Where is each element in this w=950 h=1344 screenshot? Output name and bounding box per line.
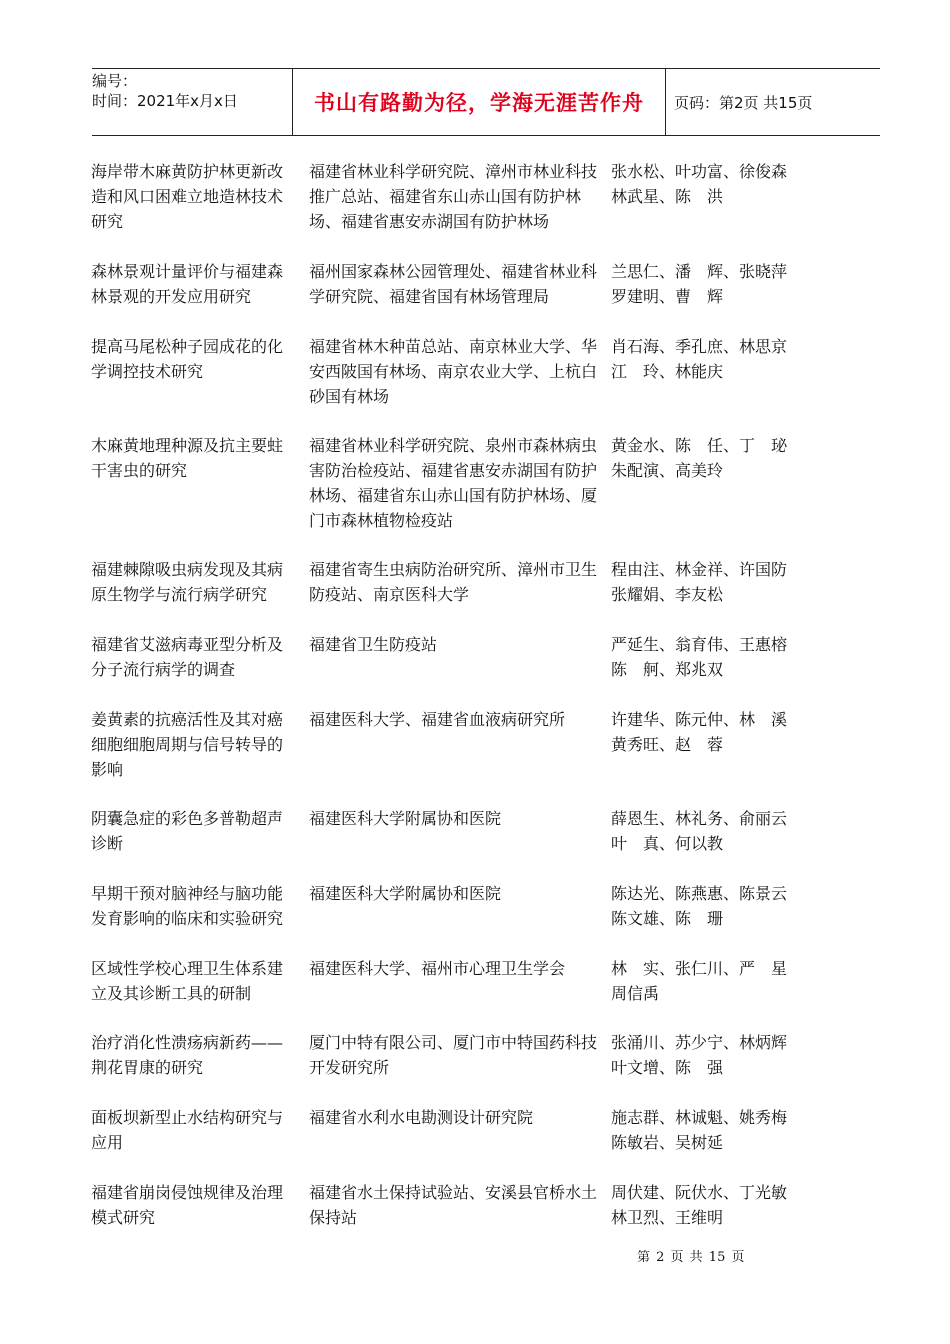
- time-label: 时间：2021年x月x日: [92, 92, 238, 110]
- project-title: 福建省艾滋病毒亚型分析及分子流行病学的调查: [91, 635, 284, 679]
- project-units: 福建省寄生虫病防治研究所、漳州市卫生防疫站、南京医科大学: [309, 560, 598, 604]
- project-people: 肖石海、季孔庶、林思京江 玲、林能庆: [611, 337, 788, 381]
- project-units: 福建省水土保持试验站、安溪县官桥水土保持站: [309, 1183, 598, 1227]
- project-units: 福建医科大学、福建省血液病研究所: [309, 710, 566, 729]
- project-title: 海岸带木麻黄防护林更新改造和风口困难立地造林技术研究: [91, 162, 284, 231]
- header-meta: [92, 69, 292, 137]
- project-units: 福建省卫生防疫站: [309, 635, 438, 654]
- project-people: 黄金水、陈 任、丁 珌朱配演、高美玲: [611, 436, 788, 480]
- project-units: 福建医科大学附属协和医院: [309, 809, 502, 828]
- page-label: 页码：第2页 共15页: [674, 93, 813, 112]
- project-units: 福建省林木种苗总站、南京林业大学、华安西陂国有林场、南京农业大学、上杭白砂国有林场: [309, 337, 598, 406]
- project-units: 厦门中特有限公司、厦门市中特国药科技开发研究所: [309, 1033, 598, 1077]
- project-title: 早期干预对脑神经与脑功能发育影响的临床和实验研究: [91, 884, 284, 928]
- header-motto-cell: [292, 69, 666, 135]
- page-header: [92, 68, 880, 136]
- project-people: 张水松、叶功富、徐俊森林武星、陈 洪: [611, 162, 788, 206]
- project-people: 薛恩生、林礼务、俞丽云叶 真、何以教: [611, 809, 788, 853]
- header-page-cell: [666, 69, 888, 135]
- project-title: 治疗消化性溃疡病新药——荆花胃康的研究: [91, 1033, 284, 1077]
- project-units: 福州国家森林公园管理处、福建省林业科学研究院、福建省国有林场管理局: [309, 262, 598, 306]
- project-units: 福建医科大学附属协和医院: [309, 884, 502, 903]
- project-people: 程由注、林金祥、许国防张耀娟、李友松: [611, 560, 788, 604]
- project-units: 福建省林业科学研究院、泉州市森林病虫害防治检疫站、福建省惠安赤湖国有防护林场、福建省东山赤山国有防护林场、厦门市森林植物检疫站: [309, 436, 598, 530]
- project-title: 提高马尾松种子园成花的化学调控技术研究: [91, 337, 284, 381]
- number-label: 编号：: [92, 72, 138, 90]
- project-units: 福建医科大学、福州市心理卫生学会: [309, 959, 566, 978]
- project-title: 福建棘隙吸虫病发现及其病原生物学与流行病学研究: [91, 560, 284, 604]
- project-people: 严延生、翁育伟、王惠榕陈 舸、郑兆双: [611, 635, 788, 679]
- motto: 书山有路勤为径，学海无涯苦作舟: [314, 91, 644, 115]
- project-people: 张涌川、苏少宁、林炳辉叶文增、陈 强: [611, 1033, 788, 1077]
- project-title: 福建省崩岗侵蚀规律及治理模式研究: [91, 1183, 284, 1227]
- project-people: 陈达光、陈燕惠、陈景云陈文雄、陈 珊: [611, 884, 788, 928]
- project-title: 面板坝新型止水结构研究与应用: [91, 1108, 284, 1152]
- project-title: 区域性学校心理卫生体系建立及其诊断工具的研制: [91, 959, 284, 1003]
- project-people: 施志群、林诚魁、姚秀梅陈敏岩、吴树延: [611, 1108, 788, 1152]
- project-title: 木麻黄地理种源及抗主要蛀干害虫的研究: [91, 436, 284, 480]
- project-title: 阴囊急症的彩色多普勒超声诊断: [91, 809, 284, 853]
- project-people: 林 实、张仁川、严 星周信禹: [611, 959, 788, 1003]
- project-people: 兰思仁、潘 辉、张晓萍罗建明、曹 辉: [611, 262, 788, 306]
- project-title: 森林景观计量评价与福建森林景观的开发应用研究: [91, 262, 284, 306]
- project-title: 姜黄素的抗癌活性及其对癌细胞细胞周期与信号转导的影响: [91, 710, 284, 779]
- project-units: 福建省林业科学研究院、漳州市林业科技推广总站、福建省东山赤山国有防护林场、福建省惠安赤湖国有防护林场: [309, 162, 598, 231]
- project-people: 周伏建、阮伏水、丁光敏林卫烈、王维明: [611, 1183, 788, 1227]
- project-people: 许建华、陈元仲、林 溪黄秀旺、赵 蓉: [611, 710, 788, 754]
- page-footer: 第 2 页 共 15 页: [637, 1250, 745, 1265]
- project-units: 福建省水利水电勘测设计研究院: [309, 1108, 534, 1127]
